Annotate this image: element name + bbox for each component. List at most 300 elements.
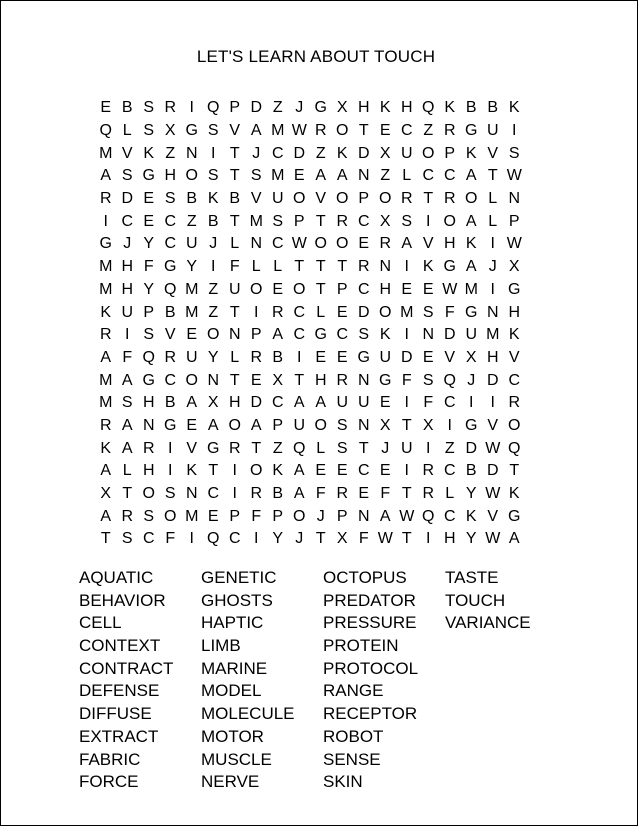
grid-letter: K: [465, 144, 477, 162]
grid-letter: O: [164, 507, 177, 525]
grid-letter: G: [142, 371, 155, 389]
grid-letter: R: [443, 122, 456, 140]
grid-letter: O: [207, 326, 220, 344]
grid-row: [95, 120, 525, 143]
grid-letter: R: [314, 122, 327, 140]
grid-letter: Q: [293, 439, 306, 457]
grid-letter: U: [271, 190, 284, 208]
grid-letter: U: [400, 144, 413, 162]
grid-letter: L: [488, 212, 498, 230]
grid-letter: K: [100, 439, 112, 457]
grid-letter: T: [358, 122, 369, 140]
grid-letter: Y: [186, 258, 198, 276]
grid-row: [95, 347, 525, 370]
grid-letter: J: [123, 235, 132, 253]
grid-letter: P: [508, 212, 520, 230]
grid-letter: D: [293, 144, 306, 162]
grid-letter: R: [99, 190, 112, 208]
grid-letter: E: [143, 190, 155, 208]
word-list: [79, 567, 567, 794]
word-list-item: CONTRACT: [79, 658, 174, 678]
grid-letter: C: [142, 530, 155, 548]
grid-letter: D: [443, 326, 456, 344]
grid-letter: R: [336, 371, 349, 389]
grid-letter: K: [508, 485, 520, 503]
grid-letter: U: [121, 303, 134, 321]
grid-letter: T: [229, 303, 240, 321]
grid-letter: U: [293, 416, 306, 434]
grid-letter: A: [315, 394, 327, 412]
word-list-item: MOTOR: [201, 726, 264, 746]
word-list-item: SENSE: [323, 749, 381, 769]
grid-letter: T: [229, 212, 240, 230]
grid-letter: T: [358, 439, 369, 457]
grid-letter: H: [121, 258, 134, 276]
grid-letter: T: [337, 258, 348, 276]
grid-letter: K: [143, 144, 155, 162]
grid-letter: O: [465, 190, 478, 208]
grid-letter: Z: [380, 167, 391, 185]
word-list-item: MOLECULE: [201, 704, 295, 724]
word-list-item: NERVE: [201, 772, 260, 792]
grid-letter: K: [272, 462, 284, 480]
grid-letter: V: [487, 507, 499, 525]
grid-letter: T: [315, 280, 326, 298]
grid-row: [95, 233, 525, 256]
grid-row: [95, 528, 525, 551]
grid-letter: F: [315, 485, 326, 503]
grid-letter: C: [443, 167, 456, 185]
grid-letter: D: [121, 190, 134, 208]
grid-letter: P: [336, 280, 348, 298]
grid-letter: I: [490, 280, 495, 298]
grid-letter: C: [164, 371, 177, 389]
grid-letter: W: [485, 530, 501, 548]
grid-letter: W: [291, 235, 307, 253]
grid-letter: S: [164, 485, 176, 503]
word-list-item: LIMB: [201, 636, 241, 656]
grid-letter: L: [122, 462, 132, 480]
grid-letter: F: [143, 258, 154, 276]
grid-letter: T: [487, 167, 498, 185]
grid-letter: H: [228, 394, 241, 412]
grid-letter: C: [207, 485, 220, 503]
grid-letter: I: [512, 122, 517, 140]
grid-letter: N: [207, 371, 220, 389]
grid-letter: U: [400, 439, 413, 457]
grid-letter: Z: [272, 99, 283, 117]
word-list-item: HAPTIC: [201, 613, 264, 633]
grid-letter: R: [250, 485, 263, 503]
grid-letter: S: [272, 212, 284, 230]
grid-letter: J: [252, 144, 261, 162]
grid-letter: N: [185, 144, 198, 162]
grid-letter: J: [295, 530, 304, 548]
grid-letter: L: [488, 190, 498, 208]
word-list-item: BEHAVIOR: [79, 590, 166, 610]
grid-letter: S: [336, 416, 348, 434]
grid-letter: C: [357, 212, 370, 230]
grid-letter: R: [336, 212, 349, 230]
grid-letter: Y: [207, 348, 219, 366]
grid-letter: I: [447, 416, 452, 434]
grid-letter: H: [400, 99, 413, 117]
grid-letter: N: [357, 167, 370, 185]
grid-letter: F: [251, 507, 262, 525]
grid-letter: B: [207, 212, 219, 230]
grid-letter: Q: [207, 530, 220, 548]
grid-letter: O: [314, 416, 327, 434]
grid-letter: G: [357, 348, 370, 366]
letter-grid: [95, 97, 525, 551]
word-list-item: RANGE: [323, 681, 384, 701]
grid-letter: M: [99, 144, 113, 162]
grid-letter: I: [490, 235, 495, 253]
grid-letter: Z: [165, 144, 176, 162]
grid-letter: R: [422, 462, 435, 480]
grid-letter: K: [100, 303, 112, 321]
grid-letter: A: [508, 530, 520, 548]
grid-letter: J: [295, 99, 304, 117]
grid-letter: X: [508, 258, 520, 276]
grid-letter: W: [291, 122, 307, 140]
grid-letter: U: [379, 348, 392, 366]
grid-letter: C: [271, 394, 284, 412]
grid-letter: D: [357, 303, 370, 321]
grid-letter: O: [293, 280, 306, 298]
grid-letter: W: [399, 507, 415, 525]
grid-letter: P: [250, 326, 262, 344]
grid-letter: X: [465, 348, 477, 366]
grid-letter: M: [99, 280, 113, 298]
grid-letter: U: [185, 235, 198, 253]
grid-letter: M: [99, 258, 113, 276]
grid-letter: R: [228, 439, 241, 457]
grid-letter: M: [185, 507, 199, 525]
grid-row: [95, 279, 525, 302]
grid-letter: L: [316, 439, 326, 457]
grid-letter: N: [185, 485, 198, 503]
grid-letter: K: [444, 99, 456, 117]
grid-letter: X: [379, 212, 391, 230]
grid-letter: L: [402, 167, 412, 185]
grid-letter: R: [508, 394, 521, 412]
grid-letter: V: [315, 190, 327, 208]
grid-letter: S: [121, 394, 133, 412]
grid-letter: I: [211, 144, 216, 162]
grid-letter: M: [464, 280, 478, 298]
grid-letter: O: [508, 416, 521, 434]
grid-letter: C: [271, 235, 284, 253]
grid-letter: E: [422, 348, 434, 366]
grid-letter: R: [121, 507, 134, 525]
grid-letter: I: [490, 394, 495, 412]
grid-letter: T: [315, 530, 326, 548]
grid-letter: T: [401, 416, 412, 434]
grid-letter: Z: [186, 212, 197, 230]
grid-letter: S: [207, 122, 219, 140]
grid-letter: E: [401, 280, 413, 298]
grid-letter: B: [272, 485, 284, 503]
grid-letter: E: [336, 462, 348, 480]
grid-letter: D: [486, 371, 499, 389]
grid-letter: N: [357, 371, 370, 389]
word-list-item: CELL: [79, 613, 122, 633]
grid-letter: F: [229, 258, 240, 276]
grid-letter: M: [400, 303, 414, 321]
grid-letter: C: [357, 462, 370, 480]
grid-letter: J: [316, 507, 325, 525]
grid-letter: G: [465, 303, 478, 321]
grid-letter: I: [404, 462, 409, 480]
grid-letter: F: [423, 394, 434, 412]
grid-letter: M: [486, 326, 500, 344]
grid-letter: H: [164, 167, 177, 185]
grid-letter: M: [185, 280, 199, 298]
grid-letter: C: [422, 167, 435, 185]
grid-letter: R: [357, 258, 370, 276]
grid-letter: W: [377, 530, 393, 548]
grid-letter: O: [293, 190, 306, 208]
grid-letter: X: [379, 144, 391, 162]
grid-letter: Z: [208, 303, 219, 321]
grid-letter: Q: [508, 439, 521, 457]
grid-letter: C: [443, 462, 456, 480]
grid-letter: U: [336, 394, 349, 412]
grid-letter: A: [465, 167, 477, 185]
word-list-item: DEFENSE: [79, 681, 160, 701]
word-list-item: TOUCH: [445, 590, 506, 610]
grid-letter: F: [380, 485, 391, 503]
grid-letter: M: [99, 394, 113, 412]
grid-letter: T: [122, 485, 133, 503]
grid-letter: P: [293, 212, 305, 230]
grid-letter: V: [508, 348, 520, 366]
grid-letter: N: [422, 326, 435, 344]
grid-letter: L: [230, 348, 240, 366]
grid-letter: E: [379, 462, 391, 480]
grid-letter: V: [487, 416, 499, 434]
grid-letter: B: [229, 190, 241, 208]
grid-letter: W: [485, 439, 501, 457]
grid-letter: G: [508, 280, 521, 298]
grid-letter: G: [314, 99, 327, 117]
grid-letter: U: [465, 326, 478, 344]
grid-letter: M: [249, 212, 263, 230]
grid-letter: A: [336, 167, 348, 185]
grid-letter: T: [423, 190, 434, 208]
page-title: LET'S LEARN ABOUT TOUCH: [196, 47, 436, 66]
grid-row: [95, 483, 525, 506]
word-list-item: MUSCLE: [201, 749, 272, 769]
grid-letter: B: [164, 394, 176, 412]
word-list-item: VARIANCE: [445, 613, 531, 633]
grid-letter: S: [143, 122, 155, 140]
grid-letter: I: [232, 485, 237, 503]
grid-letter: X: [336, 530, 348, 548]
grid-letter: D: [486, 462, 499, 480]
grid-letter: T: [229, 144, 240, 162]
grid-letter: A: [100, 507, 112, 525]
grid-letter: W: [485, 485, 501, 503]
grid-letter: A: [121, 439, 133, 457]
grid-letter: V: [121, 144, 133, 162]
grid-letter: L: [445, 485, 455, 503]
grid-letter: E: [186, 416, 198, 434]
grid-letter: W: [442, 280, 458, 298]
grid-row: [95, 301, 525, 324]
word-list-item: PRESSURE: [323, 613, 417, 633]
grid-letter: I: [404, 394, 409, 412]
grid-letter: S: [143, 99, 155, 117]
grid-letter: L: [122, 122, 132, 140]
grid-letter: G: [164, 416, 177, 434]
grid-letter: M: [271, 167, 285, 185]
grid-letter: D: [357, 144, 370, 162]
grid-letter: B: [465, 99, 477, 117]
word-list-item: FABRIC: [79, 749, 141, 769]
grid-letter: A: [293, 485, 305, 503]
grid-letter: P: [229, 99, 241, 117]
grid-letter: E: [207, 507, 219, 525]
grid-letter: C: [121, 212, 134, 230]
word-list-item: TASTE: [445, 568, 499, 587]
grid-letter: V: [422, 235, 434, 253]
word-list-item: SKIN: [323, 772, 363, 792]
grid-letter: J: [209, 235, 218, 253]
grid-letter: C: [336, 326, 349, 344]
grid-letter: I: [168, 462, 173, 480]
grid-letter: E: [293, 167, 305, 185]
grid-letter: I: [254, 303, 259, 321]
grid-letter: R: [99, 326, 112, 344]
grid-letter: T: [294, 258, 305, 276]
grid-letter: Y: [465, 530, 477, 548]
grid-letter: G: [185, 122, 198, 140]
grid-letter: G: [465, 122, 478, 140]
grid-letter: S: [508, 144, 520, 162]
grid-letter: T: [229, 371, 240, 389]
grid-letter: A: [465, 212, 477, 230]
grid-letter: O: [250, 280, 263, 298]
grid-letter: O: [314, 235, 327, 253]
grid-letter: E: [186, 326, 198, 344]
grid-letter: I: [404, 258, 409, 276]
grid-letter: I: [125, 326, 130, 344]
grid-letter: P: [336, 507, 348, 525]
grid-letter: L: [316, 303, 326, 321]
grid-letter: O: [228, 416, 241, 434]
grid-letter: C: [293, 326, 306, 344]
grid-letter: Z: [423, 122, 434, 140]
grid-letter: O: [293, 507, 306, 525]
grid-letter: Z: [315, 144, 326, 162]
grid-letter: C: [164, 212, 177, 230]
grid-letter: R: [400, 190, 413, 208]
grid-letter: P: [272, 416, 284, 434]
grid-letter: G: [379, 371, 392, 389]
grid-letter: E: [250, 371, 262, 389]
grid-letter: C: [228, 530, 241, 548]
grid-letter: G: [207, 439, 220, 457]
grid-letter: J: [381, 439, 390, 457]
grid-letter: G: [465, 416, 478, 434]
grid-letter: X: [164, 122, 176, 140]
grid-letter: Y: [143, 235, 155, 253]
grid-letter: E: [100, 99, 112, 117]
grid-letter: R: [379, 235, 392, 253]
grid-letter: C: [293, 303, 306, 321]
grid-letter: K: [508, 326, 520, 344]
grid-letter: N: [142, 416, 155, 434]
grid-letter: T: [315, 212, 326, 230]
grid-letter: N: [379, 258, 392, 276]
grid-letter: W: [506, 167, 522, 185]
grid-letter: F: [401, 371, 412, 389]
grid-letter: Y: [272, 530, 284, 548]
grid-letter: V: [164, 326, 176, 344]
grid-letter: B: [487, 99, 499, 117]
grid-letter: I: [426, 530, 431, 548]
grid-letter: B: [186, 190, 198, 208]
grid-row: [95, 97, 525, 120]
grid-letter: I: [297, 348, 302, 366]
grid-letter: T: [315, 258, 326, 276]
grid-row: [95, 210, 525, 233]
grid-letter: G: [142, 167, 155, 185]
grid-letter: B: [164, 303, 176, 321]
grid-letter: E: [422, 280, 434, 298]
grid-letter: E: [358, 235, 370, 253]
grid-letter: W: [506, 235, 522, 253]
grid-letter: F: [358, 530, 369, 548]
word-list-item: GHOSTS: [201, 590, 273, 610]
grid-letter: R: [336, 485, 349, 503]
grid-letter: A: [379, 507, 391, 525]
grid-letter: A: [100, 167, 112, 185]
grid-letter: A: [100, 348, 112, 366]
grid-letter: C: [443, 507, 456, 525]
grid-letter: L: [273, 258, 283, 276]
grid-letter: G: [314, 326, 327, 344]
grid-letter: T: [401, 485, 412, 503]
grid-letter: H: [486, 348, 499, 366]
grid-letter: E: [379, 122, 391, 140]
grid-letter: E: [336, 303, 348, 321]
grid-letter: O: [336, 235, 349, 253]
grid-letter: O: [379, 190, 392, 208]
grid-letter: E: [315, 462, 327, 480]
grid-letter: C: [508, 371, 521, 389]
grid-letter: O: [185, 167, 198, 185]
grid-letter: K: [508, 99, 520, 117]
grid-letter: D: [400, 348, 413, 366]
word-list-item: PROTEIN: [323, 636, 399, 656]
word-list-item: DIFFUSE: [79, 704, 152, 724]
grid-letter: X: [422, 416, 434, 434]
grid-letter: K: [336, 144, 348, 162]
grid-letter: O: [443, 212, 456, 230]
grid-letter: J: [488, 258, 497, 276]
grid-letter: G: [164, 258, 177, 276]
grid-letter: I: [168, 439, 173, 457]
grid-letter: V: [250, 190, 262, 208]
grid-row: [95, 415, 525, 438]
grid-letter: S: [358, 326, 370, 344]
grid-letter: T: [229, 167, 240, 185]
grid-letter: A: [121, 371, 133, 389]
grid-letter: T: [100, 530, 111, 548]
